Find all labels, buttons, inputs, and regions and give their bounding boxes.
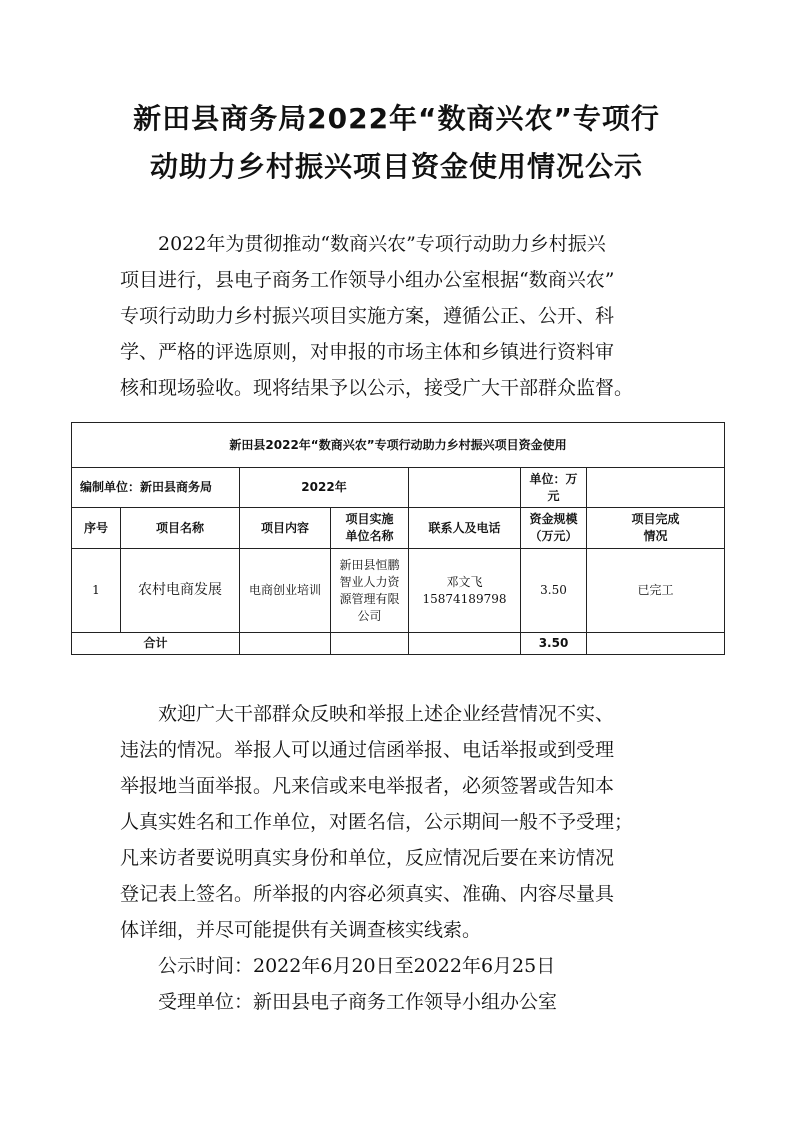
cell-funds: 3.50 (521, 549, 587, 633)
table-year: 2022年 (240, 468, 409, 508)
header-project-name: 项目名称 (121, 508, 240, 549)
closing-paragraph (120, 696, 680, 1020)
header-implementing-unit (331, 508, 409, 549)
total-value: 3.50 (521, 633, 587, 655)
cell-seq: 1 (72, 549, 121, 633)
empty-cell (587, 468, 725, 508)
page-title-line-2: 动助力乡村振兴项目资金使用情况公示 (149, 150, 643, 183)
cell-line: 公司 (357, 608, 382, 623)
table-caption: 新田县2022年“数商兴农”专项行动助力乡村振兴项目资金使用 (72, 423, 725, 468)
cell-implementing-unit (331, 549, 409, 633)
intro-line: 专项行动助力乡村振兴项目实施方案，遵循公正、公开、科 (120, 305, 615, 327)
closing-line: 人真实姓名和工作单位，对匿名信，公示期间一般不予受理； (120, 811, 634, 833)
intro-paragraph (120, 226, 680, 406)
intro-line: 项目进行，县电子商务工作领导小组办公室根据“数商兴农” (120, 269, 615, 291)
accepting-office: 受理单位：新田县电子商务工作领导小组办公室 (158, 991, 558, 1013)
contact-phone: 15874189798 (422, 591, 507, 606)
unit-label-line: 元 (547, 488, 560, 503)
closing-line: 体详细，并尽可能提供有关调查核实线索。 (120, 919, 482, 941)
header-funds (521, 508, 587, 549)
header-line: 项目完成 (631, 512, 680, 526)
cell-project-name: 农村电商发展 (121, 549, 240, 633)
empty-cell (587, 633, 725, 655)
header-project-content: 项目内容 (240, 508, 331, 549)
header-line: （万元） (529, 529, 578, 543)
intro-line: 学、严格的评选原则，对申报的市场主体和乡镇进行资料审 (120, 341, 615, 363)
total-label: 合计 (72, 633, 240, 655)
closing-line: 欢迎广大干部群众反映和举报上述企业经营情况不实、 (158, 703, 615, 725)
unit-label (521, 468, 587, 508)
cell-line: 智业人力资 (339, 574, 400, 589)
contact-name: 邓文飞 (446, 574, 483, 589)
funds-table (71, 422, 725, 655)
empty-cell (240, 633, 331, 655)
empty-cell (409, 468, 521, 508)
unit-label-line: 单位：万 (529, 471, 578, 486)
header-line: 单位名称 (345, 529, 394, 543)
cell-line: 新田县恒鹏 (339, 557, 400, 572)
cell-project-content: 电商创业培训 (240, 549, 331, 633)
closing-line: 举报地当面举报。凡来信或来电举报者，必须签署或告知本 (120, 775, 615, 797)
closing-line: 登记表上签名。所举报的内容必须真实、准确、内容尽量具 (120, 883, 615, 905)
empty-cell (331, 633, 409, 655)
empty-cell (409, 633, 521, 655)
total-row (72, 633, 725, 655)
closing-line: 违法的情况。举报人可以通过信函举报、电话举报或到受理 (120, 739, 615, 761)
publicity-period: 公示时间：2022年6月20日至2022年6月25日 (158, 955, 556, 977)
closing-line: 凡来访者要说明真实身份和单位，反应情况后要在来访情况 (120, 847, 615, 869)
cell-contact (409, 549, 521, 633)
compiling-unit: 编制单位：新田县商务局 (72, 468, 240, 508)
header-line: 资金规模 (529, 512, 578, 526)
header-line: 情况 (643, 529, 668, 543)
header-seq: 序号 (72, 508, 121, 549)
intro-line: 核和现场验收。现将结果予以公示，接受广大干部群众监督。 (120, 377, 634, 399)
page-title-line-1: 新田县商务局2022年“数商兴农”专项行 (133, 102, 660, 135)
header-contact: 联系人及电话 (409, 508, 521, 549)
header-line: 项目实施 (345, 512, 394, 526)
intro-line: 2022年为贯彻推动“数商兴农”专项行动助力乡村振兴 (158, 233, 606, 255)
table-row (72, 549, 725, 633)
cell-status: 已完工 (587, 549, 725, 633)
cell-line: 源管理有限 (339, 591, 400, 606)
header-status (587, 508, 725, 549)
